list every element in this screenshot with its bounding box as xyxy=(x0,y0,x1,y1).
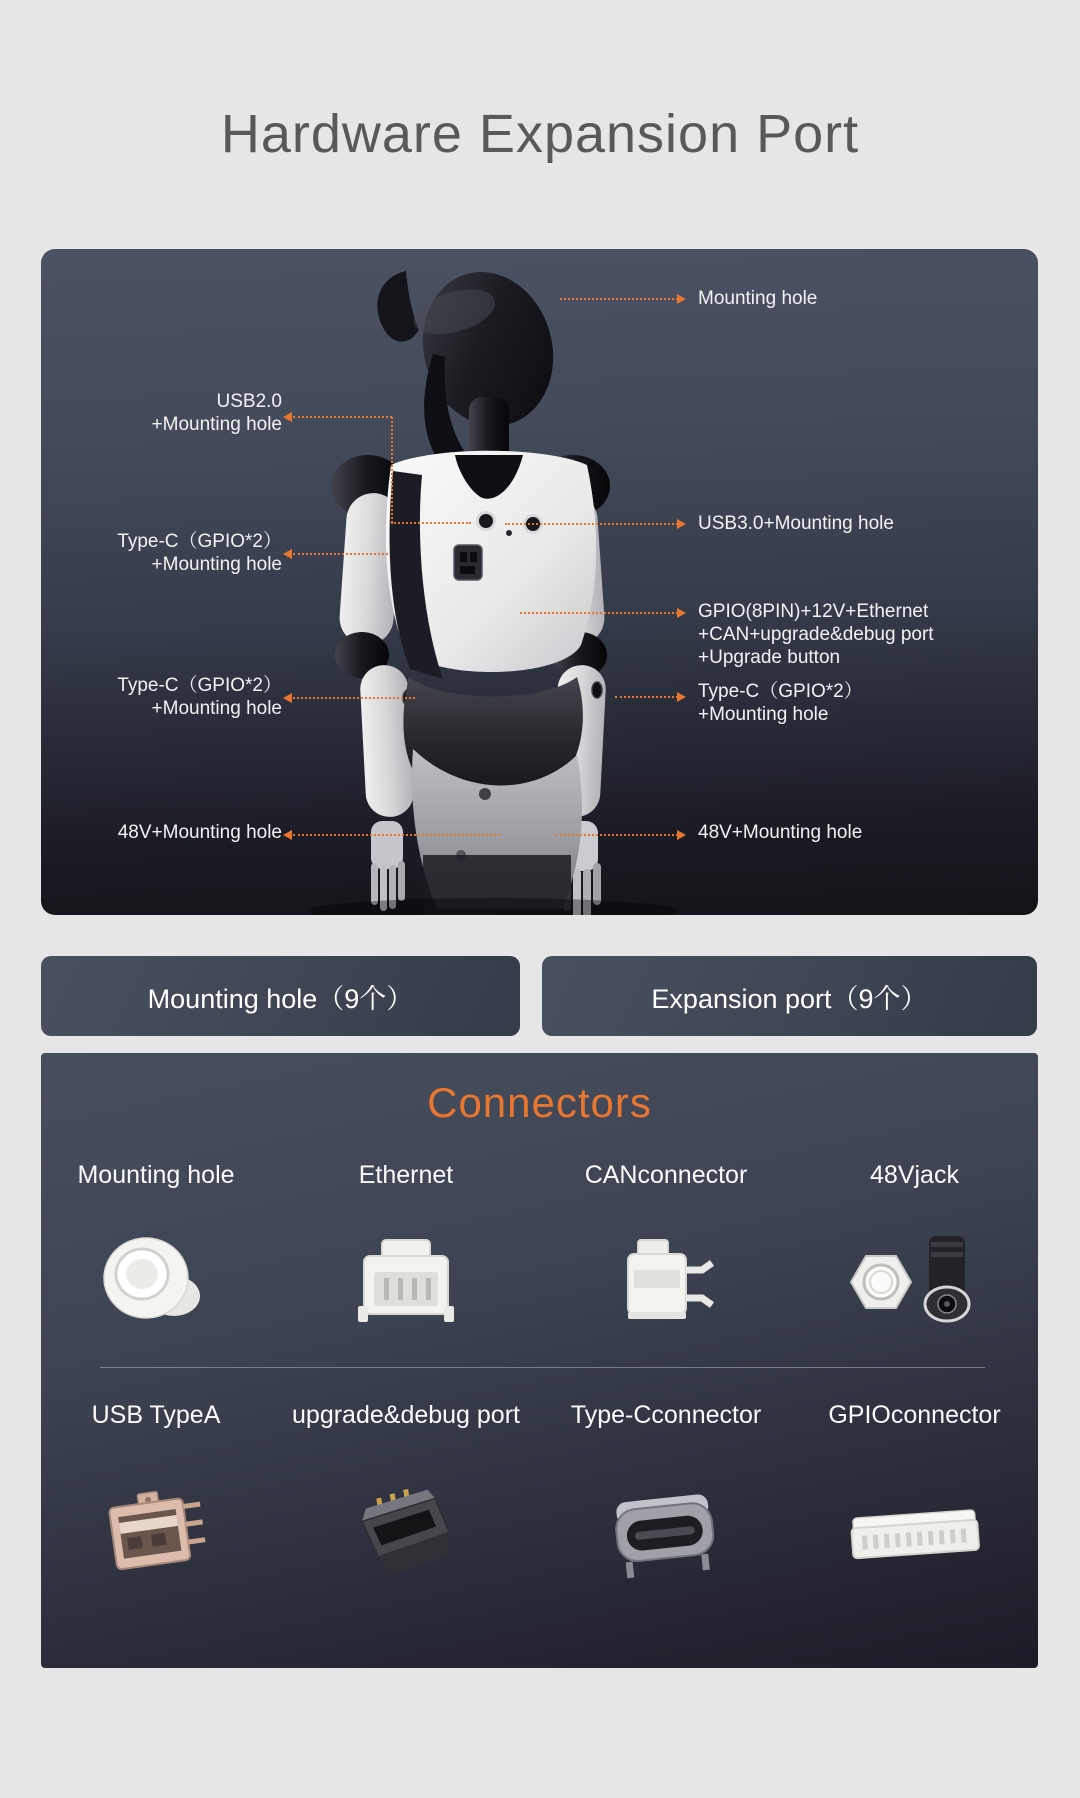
callout-label-line: Type-C（GPIO*2） xyxy=(698,681,863,702)
robot-panel xyxy=(41,249,1038,915)
48v-jack-photo xyxy=(845,1226,985,1336)
upgrade-debug-port-photo xyxy=(331,1470,481,1600)
callout-line xyxy=(505,523,678,525)
callout-line xyxy=(293,697,415,699)
connectors-row2-labels xyxy=(41,1401,1038,1430)
arrow-right-icon xyxy=(677,608,686,618)
callout-line xyxy=(615,696,678,698)
connector-label: GPIOconnector xyxy=(828,1401,1001,1429)
callout-line xyxy=(555,834,678,836)
callout-label-line: +Mounting hole xyxy=(698,704,829,725)
callout-label-line: 48V+Mounting hole xyxy=(698,822,863,843)
callout-48v-left xyxy=(118,821,282,844)
callout-label-line: +Upgrade button xyxy=(698,647,841,668)
expansion-port-count-label: Expansion port（9个） xyxy=(651,983,928,1014)
page-title: Hardware Expansion Port xyxy=(220,104,860,164)
callout-label-line: GPIO(8PIN)+12V+Ethernet xyxy=(698,601,929,622)
arrow-left-icon xyxy=(283,549,292,559)
arrow-right-icon xyxy=(677,692,686,702)
mounting-hole-count-label: Mounting hole（9个） xyxy=(147,983,414,1014)
arrow-right-icon xyxy=(677,294,686,304)
callout-line xyxy=(293,834,500,836)
callout-usb2-mounting-hole xyxy=(152,390,282,436)
callout-typec-left-lower xyxy=(117,674,282,720)
robot-illustration xyxy=(41,249,1038,915)
callout-label-line: 48V+Mounting hole xyxy=(117,822,282,843)
mounting-hole-count-bar xyxy=(41,956,520,1036)
connector-label: Type-Cconnector xyxy=(570,1401,762,1429)
connectors-row1-photos xyxy=(41,1211,1038,1351)
connector-label: USB TypeA xyxy=(91,1401,221,1429)
callout-label-line: Type-C（GPIO*2） xyxy=(117,675,282,696)
connector-label: 48Vjack xyxy=(870,1161,959,1189)
arrow-left-icon xyxy=(283,830,292,840)
callout-mounting-hole xyxy=(698,287,817,310)
callout-line xyxy=(293,416,392,418)
arrow-right-icon xyxy=(677,519,686,529)
callout-label-line: Type-C（GPIO*2） xyxy=(117,531,282,552)
callout-label-line: Mounting hole xyxy=(698,288,818,309)
connectors-divider xyxy=(100,1367,985,1368)
connectors-panel xyxy=(41,1053,1038,1668)
type-c-connector-photo xyxy=(591,1470,741,1600)
callout-line xyxy=(560,298,678,300)
expansion-port-count-bar xyxy=(542,956,1037,1036)
connectors-row1-labels xyxy=(41,1161,1038,1190)
callout-label-line: USB3.0+Mounting hole xyxy=(698,513,894,534)
arrow-left-icon xyxy=(283,693,292,703)
callout-label-line: +Mounting hole xyxy=(151,414,282,435)
connectors-title: Connectors xyxy=(427,1079,652,1126)
callout-line xyxy=(391,417,393,523)
usb-typea-photo xyxy=(81,1470,231,1600)
callout-line xyxy=(391,522,471,524)
connector-label: CANconnector xyxy=(584,1161,748,1189)
connector-label: Ethernet xyxy=(358,1161,454,1189)
connectors-row2-photos xyxy=(41,1455,1038,1615)
ethernet-photo xyxy=(336,1226,476,1336)
callout-48v-right xyxy=(698,821,862,844)
arrow-right-icon xyxy=(677,830,686,840)
arrow-left-icon xyxy=(283,412,292,422)
callout-label-line: +Mounting hole xyxy=(151,698,282,719)
callout-label-line: USB2.0 xyxy=(216,391,282,412)
connector-label: upgrade&debug port xyxy=(292,1401,520,1429)
callout-typec-left-upper xyxy=(117,530,282,576)
gpio-connector-photo xyxy=(840,1470,990,1600)
can-connector-photo xyxy=(596,1226,736,1336)
callout-label-line: +Mounting hole xyxy=(151,554,282,575)
callout-line xyxy=(520,612,678,614)
connector-label: Mounting hole xyxy=(77,1161,235,1189)
callout-line xyxy=(293,553,388,555)
callout-typec-right xyxy=(698,680,863,726)
callout-gpio-block xyxy=(698,600,934,669)
callout-usb3-mounting-hole xyxy=(698,512,894,535)
callout-label-line: +CAN+upgrade&debug port xyxy=(698,624,934,645)
mounting-hole-photo xyxy=(86,1226,226,1336)
